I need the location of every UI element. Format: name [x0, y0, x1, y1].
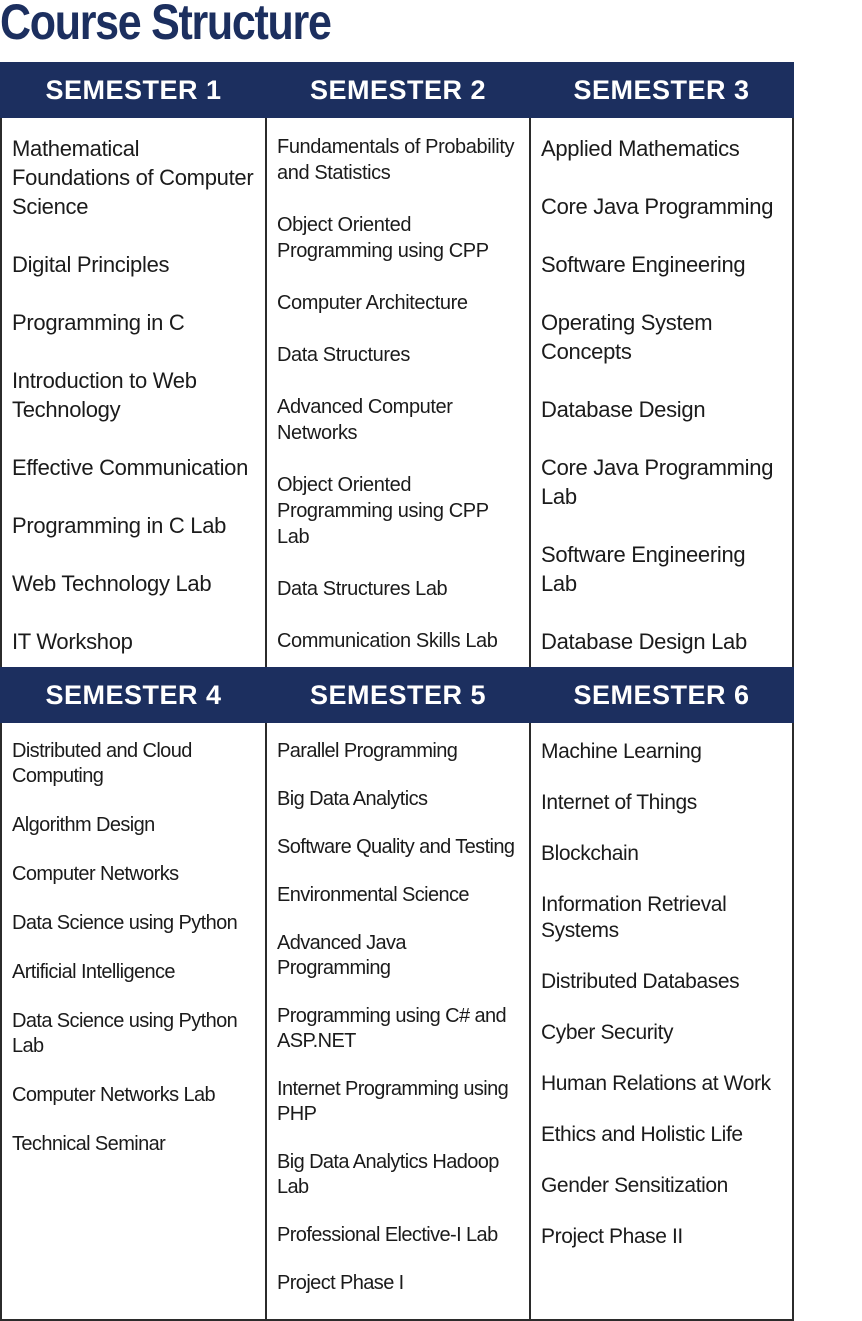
semester-header: SEMESTER 3 [529, 62, 794, 118]
semester-column [265, 667, 531, 1321]
course-item: Professional Elective-I Lab [277, 1224, 498, 1246]
course-item: Big Data Analytics Hadoop Lab [277, 1151, 499, 1198]
course-item: Software Quality and Testing [277, 836, 515, 858]
semester-column [529, 62, 794, 687]
course-item: Core Java Programming Lab [541, 455, 774, 509]
course-item: Database Design Lab [541, 629, 747, 654]
course-item: Algorithm Design [12, 814, 155, 836]
course-item: Core Java Programming [541, 194, 774, 219]
course-item: Internet of Things [541, 791, 697, 814]
course-item: Computer Networks Lab [12, 1084, 216, 1106]
course-item: Database Design [541, 397, 706, 422]
page-title: Course Structure [0, 0, 331, 50]
course-item: Artificial Intelligence [12, 961, 175, 983]
course-item: Communication Skills Lab [277, 630, 498, 652]
course-item: Ethics and Holistic Life [541, 1123, 743, 1146]
course-item: Operating System Concepts [541, 310, 713, 364]
course-item: Big Data Analytics [277, 788, 428, 810]
semester-column [265, 62, 531, 687]
course-item: Programming in C [12, 310, 185, 335]
semester-header: SEMESTER 1 [0, 62, 267, 118]
course-item: Technical Seminar [12, 1133, 166, 1155]
course-item: Advanced Computer Networks [277, 396, 453, 444]
course-item: Digital Principles [12, 252, 170, 277]
course-item: Data Structures Lab [277, 578, 448, 600]
course-item: Programming using C# and ASP.NET [277, 1005, 507, 1052]
semester-column [0, 667, 267, 1321]
course-item: Information Retrieval Systems [541, 893, 727, 942]
semester-header: SEMESTER 5 [265, 667, 531, 723]
course-item: Web Technology Lab [12, 571, 212, 596]
course-item: Object Oriented Programming using CPP [277, 214, 489, 262]
course-item: Human Relations at Work [541, 1072, 771, 1095]
course-item: Mathematical Foundations of Computer Science [12, 136, 254, 219]
course-item: Applied Mathematics [541, 136, 740, 161]
course-item: Introduction to Web Technology [12, 368, 197, 422]
course-item: Software Engineering [541, 252, 746, 277]
course-list [267, 723, 529, 1319]
course-item: Object Oriented Programming using CPP Lab [277, 474, 489, 548]
semester-column [0, 62, 267, 687]
course-item: Computer Networks [12, 863, 179, 885]
course-item: Fundamentals of Probability and Statistics [277, 136, 515, 184]
course-item: Parallel Programming [277, 740, 458, 762]
course-item: Effective Communication [12, 455, 249, 480]
course-item: IT Workshop [12, 629, 133, 654]
course-list [531, 723, 792, 1275]
course-item: Project Phase I [277, 1272, 404, 1294]
semester-header: SEMESTER 2 [265, 62, 531, 118]
course-item: Gender Sensitization [541, 1174, 728, 1197]
course-item: Data Science using Python Lab [12, 1010, 238, 1057]
semesters-row-1 [0, 62, 794, 668]
course-item: Blockchain [541, 842, 639, 865]
course-item: Computer Architecture [277, 292, 468, 314]
semesters-row-2 [0, 667, 794, 1294]
course-item: Internet Programming using PHP [277, 1078, 509, 1125]
course-item: Project Phase II [541, 1225, 683, 1248]
course-item: Cyber Security [541, 1021, 674, 1044]
course-list [2, 118, 265, 685]
semester-column [529, 667, 794, 1321]
course-item: Advanced Java Programming [277, 932, 406, 979]
course-item: Machine Learning [541, 740, 702, 763]
semester-header: SEMESTER 4 [0, 667, 267, 723]
course-item: Data Structures [277, 344, 410, 366]
course-item: Data Science using Python [12, 912, 238, 934]
course-item: Distributed Databases [541, 970, 740, 993]
semester-header: SEMESTER 6 [529, 667, 794, 723]
course-list [2, 723, 265, 1181]
course-item: Programming in C Lab [12, 513, 227, 538]
course-item: Distributed and Cloud Computing [12, 740, 192, 787]
course-list [267, 118, 529, 680]
course-item: Environmental Science [277, 884, 469, 906]
course-list [531, 118, 792, 685]
course-item: Software Engineering Lab [541, 542, 746, 596]
